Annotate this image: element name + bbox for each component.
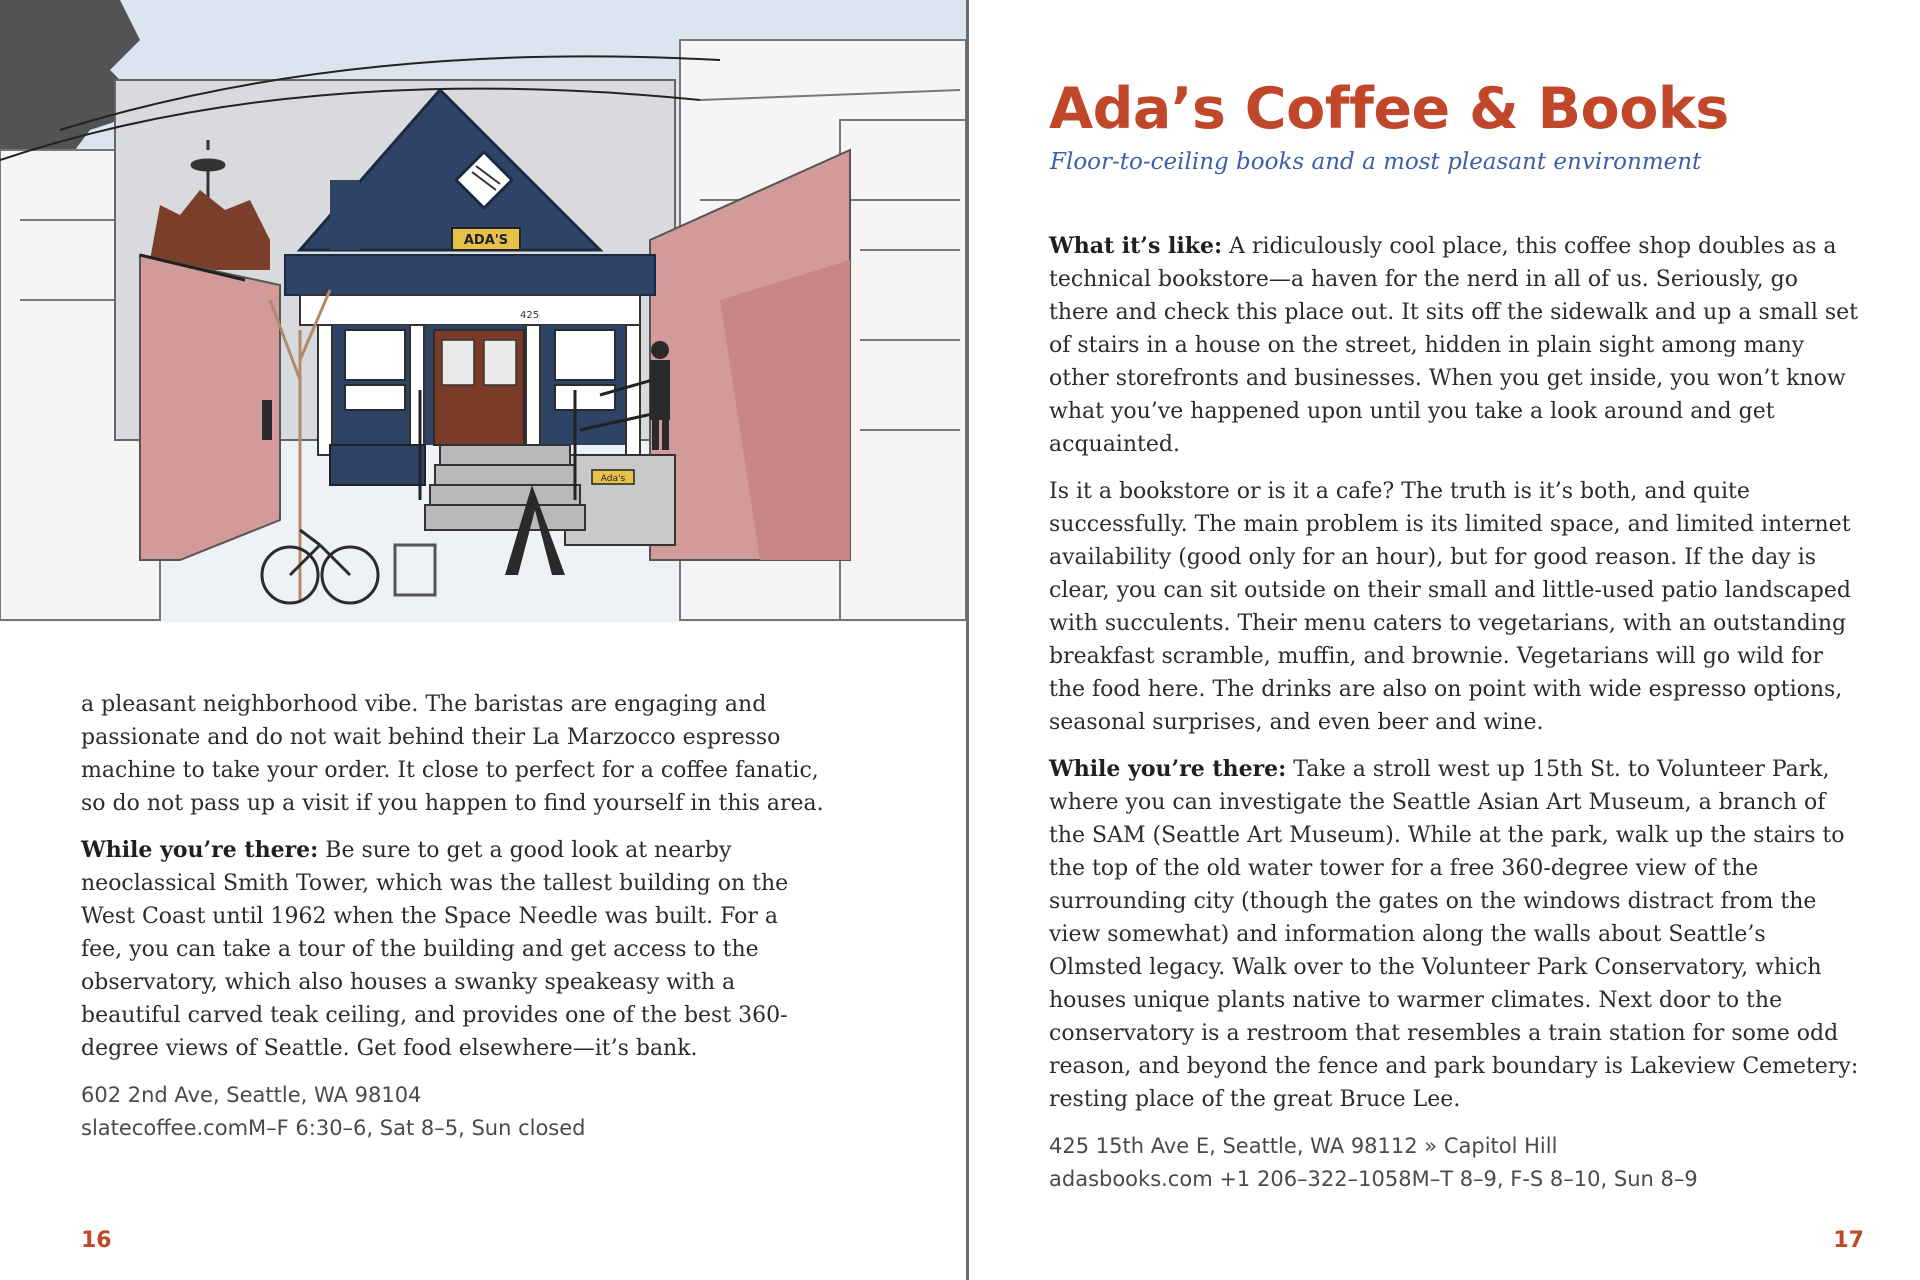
what-label: What it’s like: — [1049, 233, 1223, 259]
while-label-right: While you’re there: — [1049, 756, 1287, 782]
right-page-text — [1049, 230, 1859, 1196]
while-text-left: Be sure to get a good look at nearby neoclassical Smith Tower, which was the tallest building on the West Coast until 1962 when the Space Needle was built. For a fee, you can take a tour of the building and get access to the observatory, which also houses a swanky speakeasy with a beautiful carved teak ceiling, and provides one of the best 360-degree views of Seattle. Get food elsewhere—it’s bank. — [81, 838, 789, 1061]
what-text: A ridiculously cool place, this coffee shop doubles as a technical bookstore—a haven for the nerd in all of us. Seriously, go there and check this place out. It sits off the sidewalk and up a small set of stairs in a house on the street, hidden in plain sight among many other storefronts and businesses. When you get inside, you won’t know what you’ve happened upon until you take a look around and get acquainted. — [1049, 234, 1859, 457]
page-number-right: 17 — [1833, 1228, 1864, 1253]
right-page — [969, 0, 1920, 1280]
while-paragraph-left — [81, 834, 826, 1065]
left-page-text — [81, 688, 826, 1145]
step-sign-text: Ada's — [600, 474, 626, 484]
page-title: Ada’s Coffee & Books — [1049, 76, 1729, 142]
ada-storefront-illustration — [0, 0, 966, 622]
address-left: 602 2nd Ave, Seattle, WA 98104 — [81, 1083, 422, 1107]
while-paragraph-right — [1049, 753, 1859, 1116]
while-label-left: While you’re there: — [81, 837, 319, 863]
contact-left: slatecoffee.comM–F 6:30–6, Sat 8–5, Sun closed — [81, 1116, 586, 1140]
while-text-right: Take a stroll west up 15th St. to Volunteer Park, where you can investigate the Seattle Asian Art Museum, a branch of the SAM (Seattle Art Museum). While at the park, walk up the stairs to the top of the old water tower for a free 360-degree view of the surrounding city (though the gates on the windows distract from the view somewhat) and information along the walls about Seattle’s Olmsted legacy. Walk over to the Volunteer Park Conservatory, which houses unique plants native to warmer climates. Next door to the conservatory is a restroom that resembles a train station for some odd reason, and beyond the fence and park boundary is Lakeview Cemetery: resting place of the great Bruce Lee. — [1049, 757, 1859, 1112]
page-number-left: 16 — [81, 1228, 112, 1253]
what-paragraph — [1049, 230, 1859, 461]
address-right: 425 15th Ave E, Seattle, WA 98112 » Capitol Hill — [1049, 1134, 1558, 1158]
ada-sign-text: ADA'S — [463, 233, 509, 248]
page-subtitle: Floor-to-ceiling books and a most pleasant environment — [1050, 149, 1702, 175]
contact-right: adasbooks.com +1 206–322–1058M–T 8–9, F-S 8–10, Sun 8–9 — [1049, 1167, 1698, 1191]
second-paragraph: Is it a bookstore or is it a cafe? The truth is it’s both, and quite successfully. The main problem is its limited space, and limited internet availability (good only for an hour), but for good reason. If the day is clear, you can sit outside on their small and little-used patio landscaped with succulents. Their menu caters to vegetarians, with an outstanding breakfast scramble, muffin, and brownie. Vegetarians will go wild for the food here. The drinks are also on point with wide espresso options, seasonal surprises, and even beer and wine. — [1049, 479, 1851, 735]
house-number-text: 425 — [520, 310, 540, 321]
illustration — [0, 0, 966, 622]
continuation-paragraph: a pleasant neighborhood vibe. The baristas are engaging and passionate and do not wait behind their La Marzocco espresso machine to take your order. It close to perfect for a coffee fanatic, so do not pass up a visit if you happen to find yourself in this area. — [81, 692, 824, 816]
